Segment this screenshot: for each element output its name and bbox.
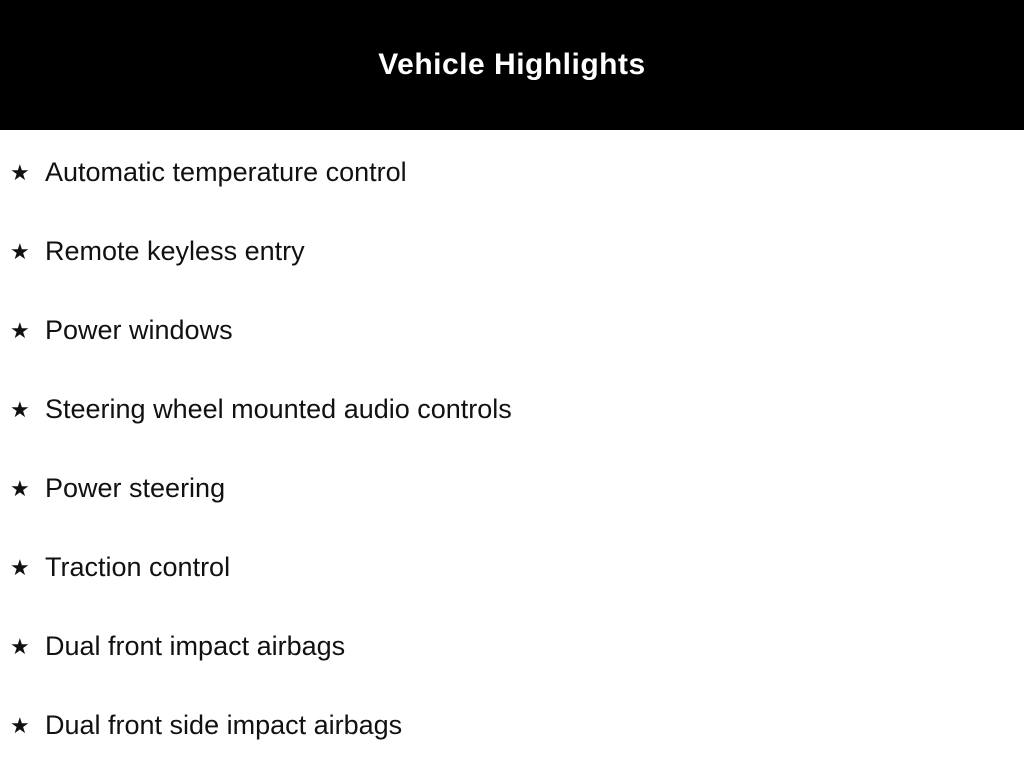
list-item-label: Remote keyless entry (45, 236, 305, 266)
highlights-list (0, 130, 1024, 765)
list-item (0, 607, 1024, 686)
list-item-label: Automatic temperature control (45, 157, 407, 187)
list-item (0, 449, 1024, 528)
list-item-label: Power windows (45, 315, 233, 345)
star-icon: ★ (10, 159, 30, 185)
list-item-label: Traction control (45, 552, 231, 582)
star-icon: ★ (10, 712, 30, 738)
star-icon: ★ (10, 317, 30, 343)
page-title: Vehicle Highlights (378, 48, 646, 81)
list-item-label: Power steering (45, 473, 226, 503)
list-item (0, 370, 1024, 449)
list-item (0, 686, 1024, 765)
list-item-label: Steering wheel mounted audio controls (45, 394, 512, 424)
list-item (0, 291, 1024, 370)
star-icon: ★ (10, 396, 30, 422)
list-item (0, 528, 1024, 607)
list-item-label: Dual front impact airbags (45, 631, 346, 661)
star-icon: ★ (10, 238, 30, 264)
star-icon: ★ (10, 554, 30, 580)
star-icon: ★ (10, 633, 30, 659)
header-banner (0, 0, 1024, 130)
star-icon: ★ (10, 475, 30, 501)
list-item-label: Dual front side impact airbags (45, 710, 403, 740)
list-item (0, 212, 1024, 291)
list-item (0, 133, 1024, 212)
